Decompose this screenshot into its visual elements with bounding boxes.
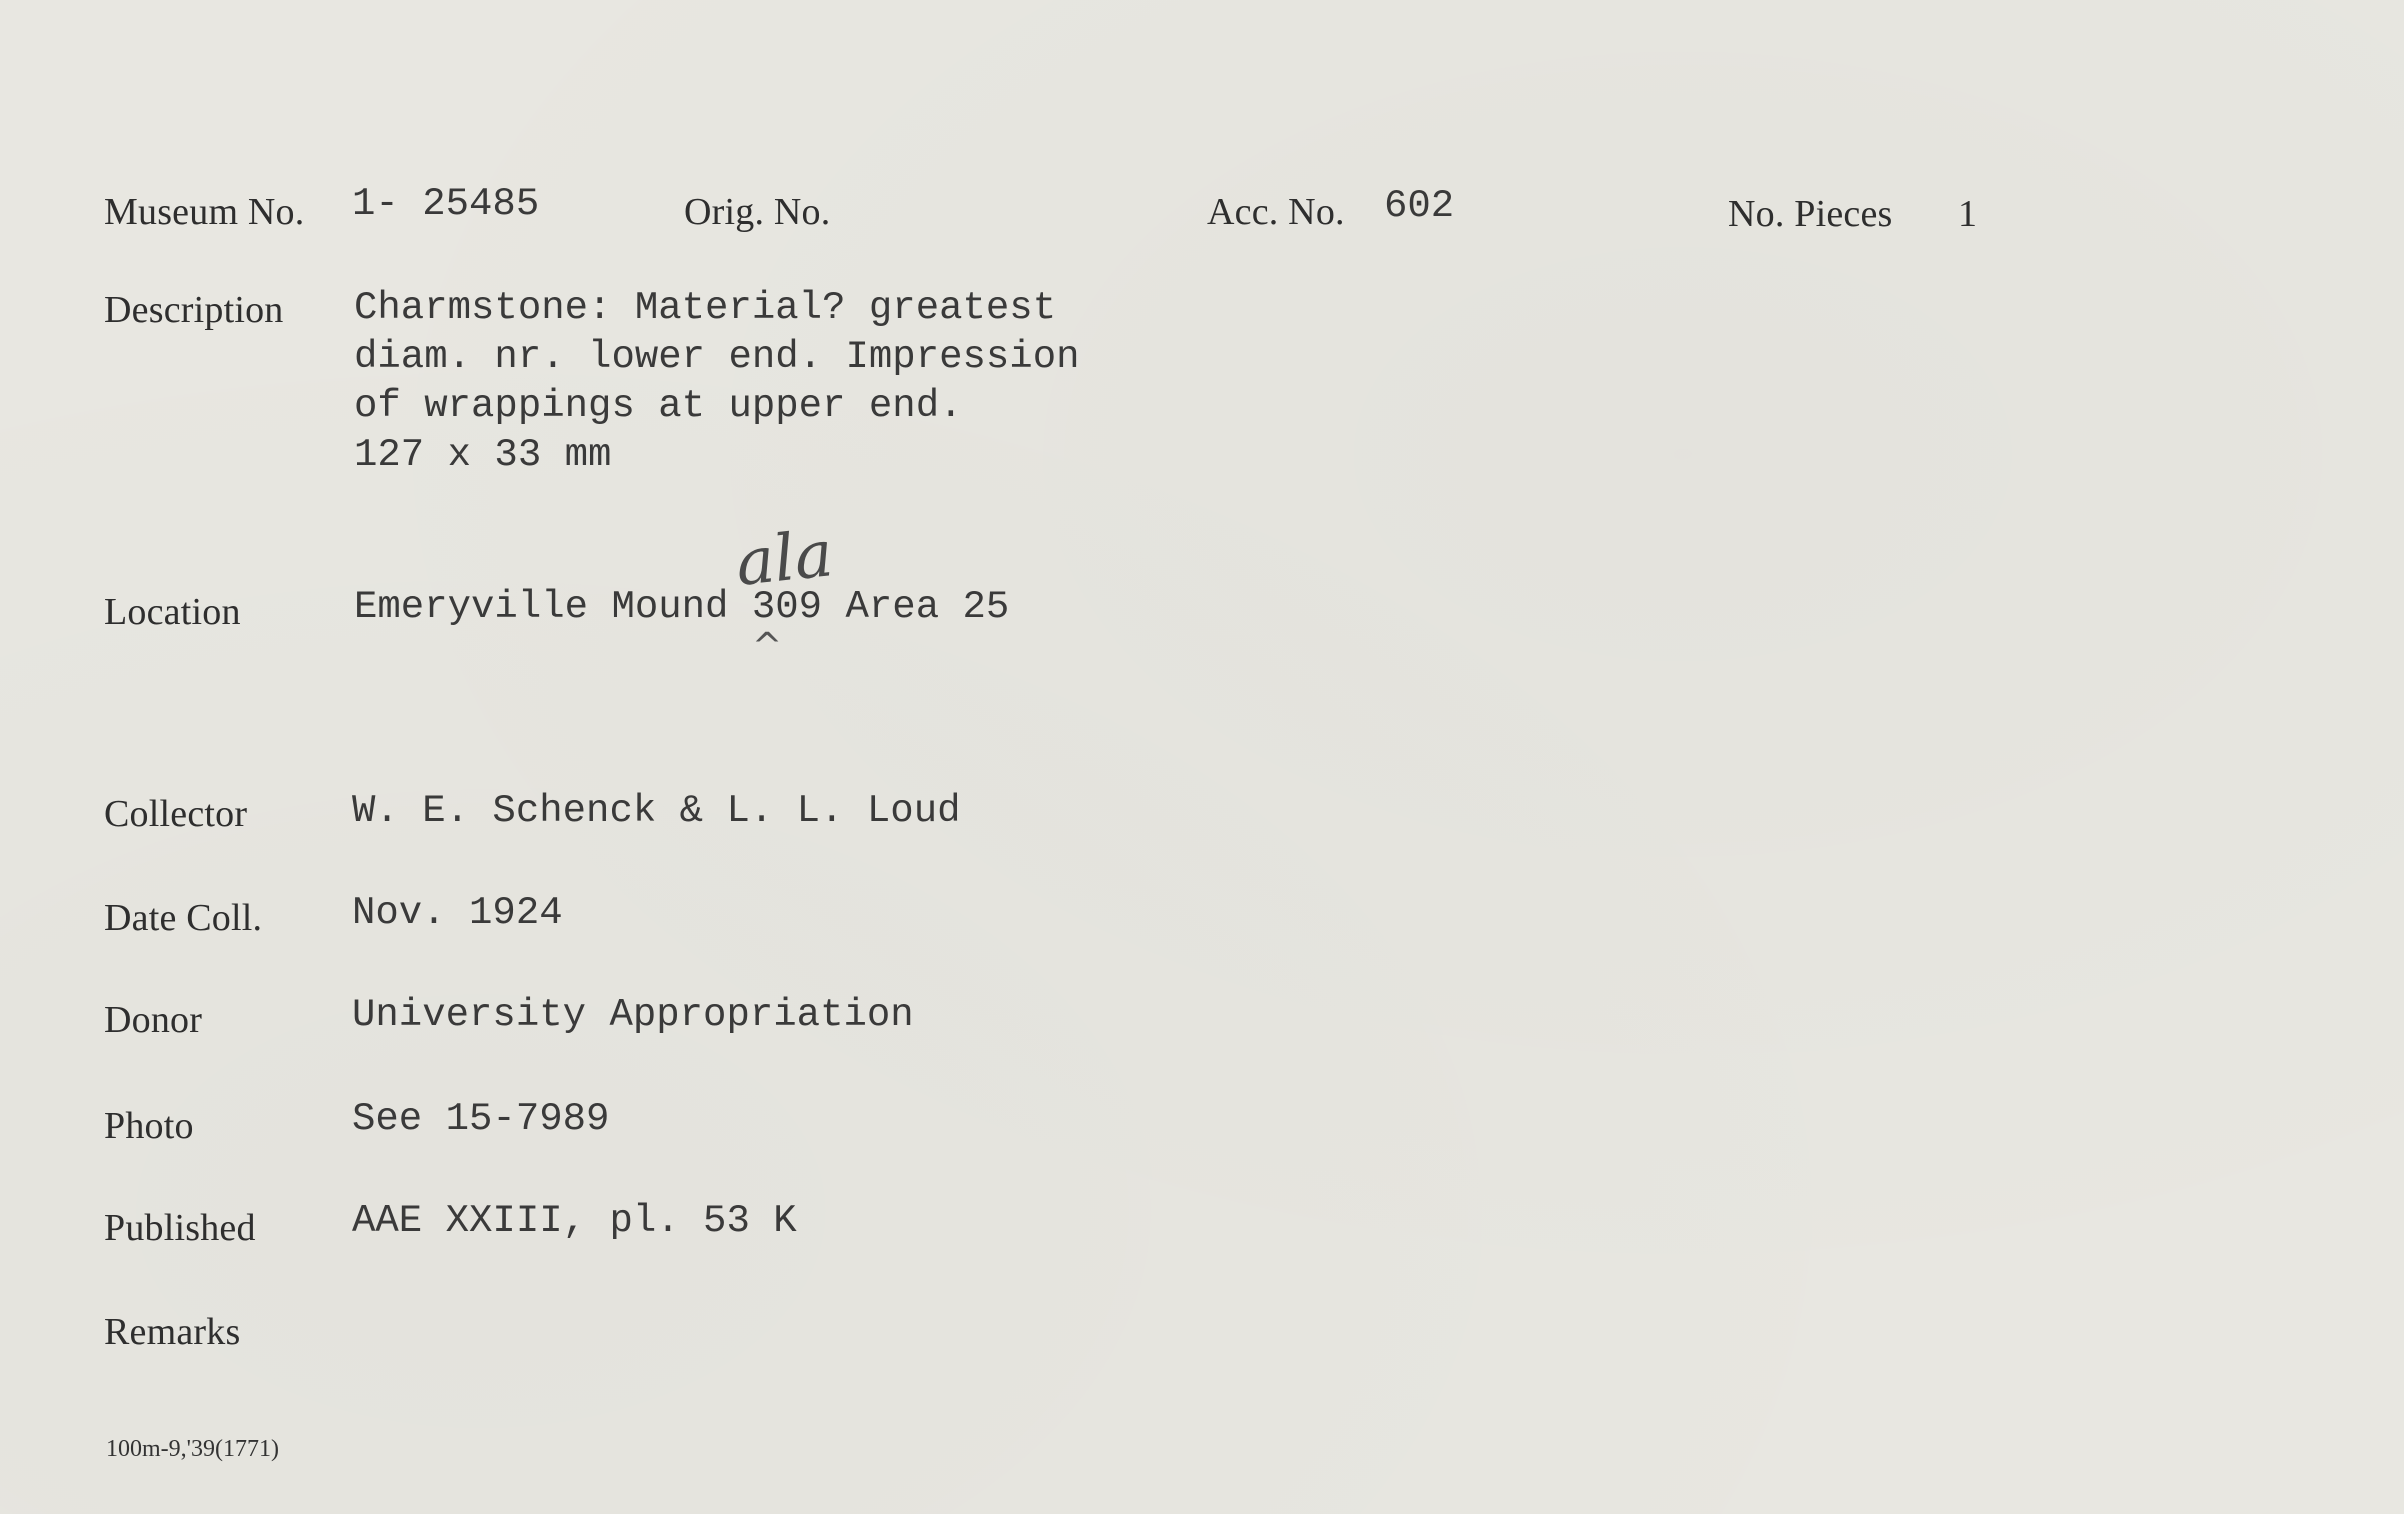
insertion-caret: ^ [752,626,783,667]
description-line: Charmstone: Material? greatest [354,286,1057,330]
date-coll-value: Nov. 1924 [352,891,563,935]
remarks-label: Remarks [104,1311,241,1353]
photo-label: Photo [104,1105,194,1147]
description-line: of wrappings at upper end. [354,384,963,428]
photo-value: See 15-7989 [352,1097,610,1141]
published-value: AAE XXIII, pl. 53 K [352,1199,797,1243]
museum-no-value: 1- 25485 [352,182,540,226]
description-line: 127 x 33 mm [354,433,612,477]
print-code: 100m-9,'39(1771) [106,1436,279,1462]
donor-label: Donor [104,999,203,1041]
location-label: Location [104,591,241,633]
description-label: Description [104,289,284,331]
no-pieces-label: No. Pieces [1728,193,1893,235]
museum-no-label: Museum No. [104,191,305,233]
no-pieces-value: 1 [1958,193,1978,235]
published-label: Published [104,1207,256,1249]
donor-value: University Appropriation [352,993,914,1037]
acc-no-value: 602 [1384,184,1455,228]
location-value: Emeryville Mound 309 Area 25 [354,585,1010,629]
acc-no-label: Acc. No. [1207,191,1345,233]
orig-no-label: Orig. No. [684,191,831,233]
handwritten-insert: ala [732,517,837,601]
collector-label: Collector [104,793,248,835]
description-line: diam. nr. lower end. Impression [354,335,1080,379]
collector-value: W. E. Schenck & L. L. Loud [352,789,961,833]
description-text [354,284,1080,480]
date-coll-label: Date Coll. [104,897,263,939]
